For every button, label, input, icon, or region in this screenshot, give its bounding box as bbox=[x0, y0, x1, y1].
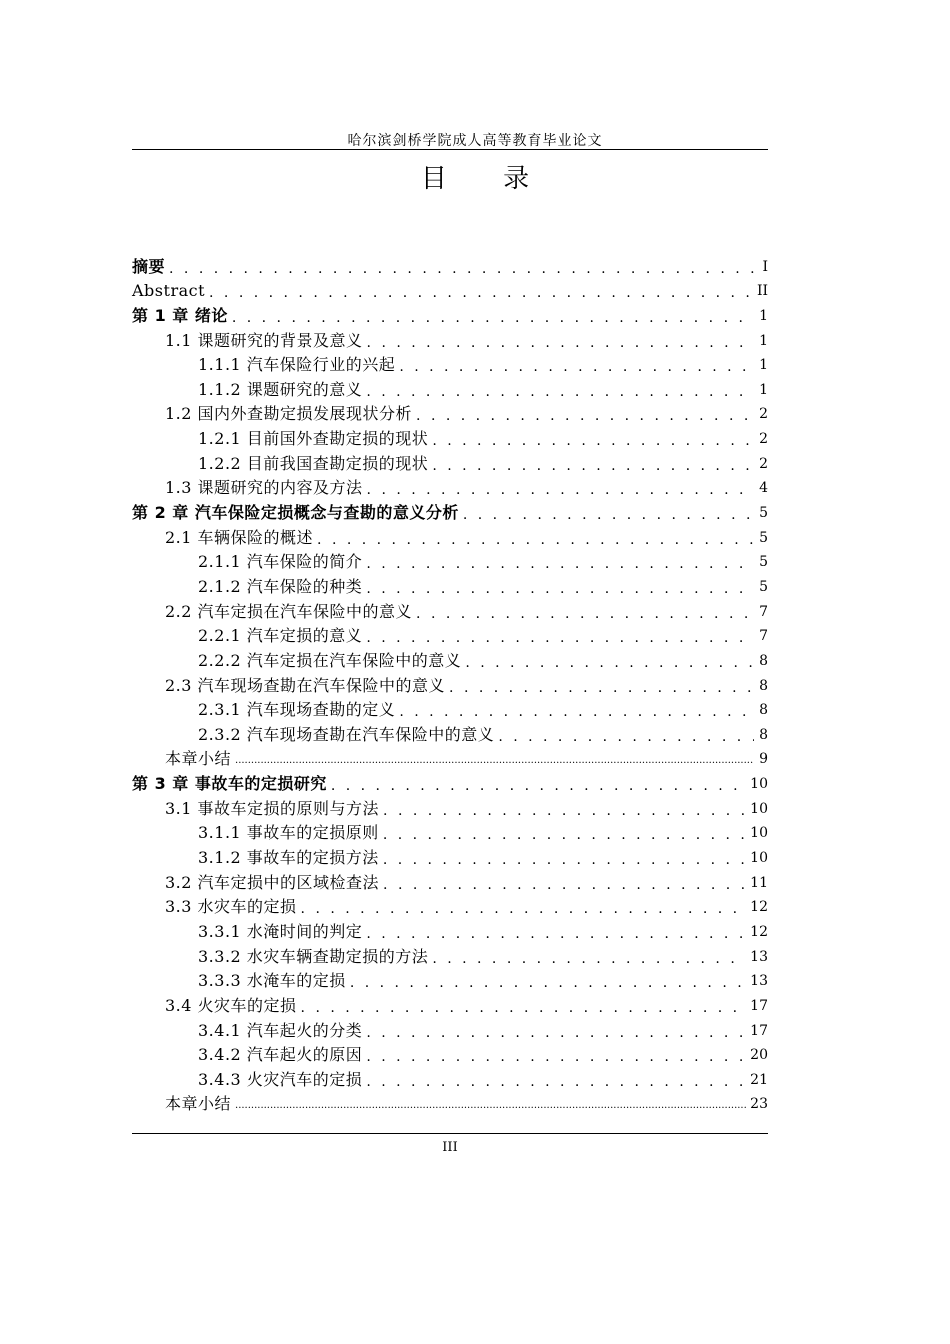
toc-entry-page: 21 bbox=[750, 1071, 768, 1088]
toc-dot-leader bbox=[350, 975, 746, 991]
toc-entry[interactable] bbox=[132, 498, 768, 523]
toc-entry[interactable] bbox=[132, 474, 768, 499]
toc-entry[interactable] bbox=[132, 769, 768, 794]
toc-entry-title: 1.1 课题研究的背景及意义 bbox=[165, 330, 363, 350]
toc-entry-page: 8 bbox=[759, 677, 768, 694]
toc-dot-leader bbox=[367, 482, 754, 498]
toc-entry-page: 2 bbox=[759, 406, 768, 423]
toc-entry[interactable] bbox=[132, 893, 768, 918]
toc-entry-page: 8 bbox=[759, 726, 768, 743]
toc-entry-page: I bbox=[762, 258, 768, 275]
toc-entry[interactable] bbox=[132, 1041, 768, 1066]
toc-entry-title: Abstract bbox=[132, 281, 206, 301]
toc-dot-leader bbox=[232, 310, 754, 326]
toc-entry[interactable] bbox=[132, 942, 768, 967]
toc-entry-title: 2.2 汽车定损在汽车保险中的意义 bbox=[165, 601, 413, 621]
toc-entry-page: 10 bbox=[750, 850, 768, 867]
toc-entry-page: 5 bbox=[759, 578, 768, 595]
toc-dot-leader bbox=[235, 753, 754, 769]
toc-entry-page: 10 bbox=[750, 800, 768, 817]
header-divider bbox=[132, 149, 768, 150]
toc-dot-leader bbox=[399, 359, 754, 375]
toc-entry-title: 2.1 车辆保险的概述 bbox=[165, 527, 314, 547]
toc-entry-title: 1.1.1 汽车保险行业的兴起 bbox=[198, 355, 396, 375]
toc-entry-title: 3.3.2 水灾车辆查勘定损的方法 bbox=[198, 946, 429, 966]
toc-entry[interactable] bbox=[132, 252, 768, 277]
toc-entry-page: 1 bbox=[759, 381, 768, 398]
toc-entry[interactable] bbox=[132, 301, 768, 326]
toc-dot-leader bbox=[366, 556, 754, 572]
toc-entry[interactable] bbox=[132, 597, 768, 622]
toc-entry[interactable] bbox=[132, 277, 768, 302]
toc-entry-page: 7 bbox=[759, 628, 768, 645]
toc-entry-page: 13 bbox=[750, 948, 768, 965]
toc-dot-leader bbox=[383, 827, 746, 843]
toc-dot-leader bbox=[399, 704, 754, 720]
toc-dot-leader bbox=[169, 261, 754, 277]
toc-entry[interactable] bbox=[132, 449, 768, 474]
toc-entry-title: 本章小结 bbox=[165, 1094, 232, 1114]
toc-entry[interactable] bbox=[132, 351, 768, 376]
toc-entry[interactable] bbox=[132, 745, 768, 770]
toc-entry-page: II bbox=[756, 283, 768, 300]
toc-entry-page: 12 bbox=[750, 923, 768, 940]
toc-dot-leader bbox=[383, 803, 746, 819]
toc-entry-page: 17 bbox=[750, 997, 768, 1014]
toc-dot-leader bbox=[383, 852, 746, 868]
toc-entry-page: 12 bbox=[750, 899, 768, 916]
toc-dot-leader bbox=[367, 335, 754, 351]
toc-entry[interactable] bbox=[132, 720, 768, 745]
toc-entry[interactable] bbox=[132, 819, 768, 844]
toc-entry[interactable] bbox=[132, 868, 768, 893]
toc-entry-title: 本章小结 bbox=[165, 749, 232, 769]
toc-entry-page: 8 bbox=[759, 652, 768, 669]
toc-dot-leader bbox=[366, 1049, 746, 1065]
toc-entry-title: 1.2.2 目前我国查勘定损的现状 bbox=[198, 453, 429, 473]
toc-entry[interactable] bbox=[132, 646, 768, 671]
toc-entry-title: 2.2.2 汽车定损在汽车保险中的意义 bbox=[198, 650, 462, 670]
toc-entry-title: 3.1.1 事故车的定损原则 bbox=[198, 823, 379, 843]
toc-entry-title: 2.3.1 汽车现场查勘的定义 bbox=[198, 700, 396, 720]
toc-entry-page: 17 bbox=[750, 1022, 768, 1039]
toc-dot-leader bbox=[301, 901, 747, 917]
toc-entry[interactable] bbox=[132, 400, 768, 425]
toc-entry-title: 1.2.1 目前国外查勘定损的现状 bbox=[198, 429, 429, 449]
toc-entry[interactable] bbox=[132, 523, 768, 548]
toc-entry-page: 8 bbox=[759, 702, 768, 719]
toc-entry-page: 11 bbox=[750, 874, 768, 891]
toc-entry[interactable] bbox=[132, 1065, 768, 1090]
toc-entry-page: 2 bbox=[759, 431, 768, 448]
toc-entry-title: 第 3 章 事故车的定损研究 bbox=[132, 774, 327, 794]
toc-entry[interactable] bbox=[132, 1090, 768, 1115]
toc-dot-leader bbox=[416, 606, 754, 622]
toc-entry-title: 3.2 汽车定损中的区域检查法 bbox=[165, 872, 380, 892]
toc-dot-leader bbox=[366, 384, 754, 400]
toc-dot-leader bbox=[416, 408, 754, 424]
toc-entry[interactable] bbox=[132, 548, 768, 573]
toc-entry[interactable] bbox=[132, 622, 768, 647]
running-header: 哈尔滨剑桥学院成人高等教育毕业论文 bbox=[347, 133, 603, 149]
toc-dot-leader bbox=[498, 729, 754, 745]
toc-dot-leader bbox=[366, 1074, 746, 1090]
toc-entry-title: 第 2 章 汽车保险定损概念与查勘的意义分析 bbox=[132, 503, 459, 523]
toc-dot-leader bbox=[366, 630, 754, 646]
toc-entry-page: 9 bbox=[759, 751, 768, 768]
toc-dot-leader bbox=[432, 951, 746, 967]
toc-entry-page: 1 bbox=[759, 357, 768, 374]
toc-dot-leader bbox=[317, 532, 754, 548]
toc-entry[interactable] bbox=[132, 671, 768, 696]
toc-dot-leader bbox=[366, 1025, 746, 1041]
toc-dot-leader bbox=[432, 433, 754, 449]
toc-entry-title: 摘要 bbox=[132, 256, 166, 276]
table-of-contents bbox=[132, 252, 768, 1114]
toc-dot-leader bbox=[235, 1098, 746, 1114]
toc-entry-title: 2.2.1 汽车定损的意义 bbox=[198, 626, 363, 646]
toc-entry[interactable] bbox=[132, 843, 768, 868]
toc-entry-title: 3.1 事故车定损的原则与方法 bbox=[165, 798, 380, 818]
toc-entry-title: 3.3 水灾车的定损 bbox=[165, 897, 297, 917]
toc-entry[interactable] bbox=[132, 1016, 768, 1041]
toc-dot-leader bbox=[209, 285, 753, 301]
toc-entry-title: 1.1.2 课题研究的意义 bbox=[198, 379, 363, 399]
toc-entry[interactable] bbox=[132, 917, 768, 942]
toc-entry-page: 4 bbox=[759, 480, 768, 497]
toc-entry[interactable] bbox=[132, 326, 768, 351]
toc-entry[interactable] bbox=[132, 572, 768, 597]
toc-entry-title: 3.4.2 汽车起火的原因 bbox=[198, 1045, 363, 1065]
toc-entry-title: 3.4.1 汽车起火的分类 bbox=[198, 1020, 363, 1040]
toc-entry-title: 3.3.3 水淹车的定损 bbox=[198, 971, 346, 991]
toc-entry-page: 10 bbox=[750, 776, 768, 793]
toc-entry[interactable] bbox=[132, 696, 768, 721]
toc-entry-page: 13 bbox=[750, 973, 768, 990]
toc-dot-leader bbox=[331, 778, 746, 794]
toc-entry-title: 3.4.3 火灾汽车的定损 bbox=[198, 1069, 363, 1089]
toc-entry-title: 3.4 火灾车的定损 bbox=[165, 995, 297, 1015]
toc-entry-page: 5 bbox=[759, 554, 768, 571]
toc-entry-title: 3.1.2 事故车的定损方法 bbox=[198, 848, 379, 868]
footer-divider bbox=[132, 1133, 768, 1134]
toc-dot-leader bbox=[301, 1000, 747, 1016]
toc-entry-page: 5 bbox=[759, 505, 768, 522]
toc-dot-leader bbox=[432, 458, 754, 474]
toc-title: 目 录 bbox=[420, 164, 554, 194]
toc-entry[interactable] bbox=[132, 375, 768, 400]
toc-entry-title: 1.2 国内外查勘定损发展现状分析 bbox=[165, 404, 413, 424]
toc-entry-title: 1.3 课题研究的内容及方法 bbox=[165, 478, 363, 498]
toc-entry-page: 5 bbox=[759, 529, 768, 546]
toc-entry-page: 10 bbox=[750, 825, 768, 842]
toc-entry[interactable] bbox=[132, 794, 768, 819]
toc-dot-leader bbox=[449, 680, 754, 696]
toc-entry[interactable] bbox=[132, 991, 768, 1016]
toc-entry-page: 1 bbox=[759, 332, 768, 349]
toc-dot-leader bbox=[366, 581, 754, 597]
toc-entry-page: 23 bbox=[750, 1096, 768, 1113]
toc-dot-leader bbox=[383, 877, 746, 893]
toc-entry-title: 2.1.1 汽车保险的简介 bbox=[198, 552, 363, 572]
toc-entry-page: 1 bbox=[759, 307, 768, 324]
toc-dot-leader bbox=[366, 926, 746, 942]
toc-dot-leader bbox=[465, 655, 754, 671]
toc-entry-page: 20 bbox=[750, 1047, 768, 1064]
toc-entry-title: 第 1 章 绪论 bbox=[132, 305, 228, 325]
toc-entry-title: 2.3 汽车现场查勘在汽车保险中的意义 bbox=[165, 675, 446, 695]
toc-entry-title: 2.3.2 汽车现场查勘在汽车保险中的意义 bbox=[198, 724, 495, 744]
toc-entry-title: 2.1.2 汽车保险的种类 bbox=[198, 576, 363, 596]
footer-page-number: III bbox=[442, 1140, 458, 1155]
toc-entry-title: 3.3.1 水淹时间的判定 bbox=[198, 921, 363, 941]
toc-entry-page: 7 bbox=[759, 603, 768, 620]
toc-entry[interactable] bbox=[132, 967, 768, 992]
toc-dot-leader bbox=[463, 507, 754, 523]
toc-entry[interactable] bbox=[132, 424, 768, 449]
toc-entry-page: 2 bbox=[759, 455, 768, 472]
